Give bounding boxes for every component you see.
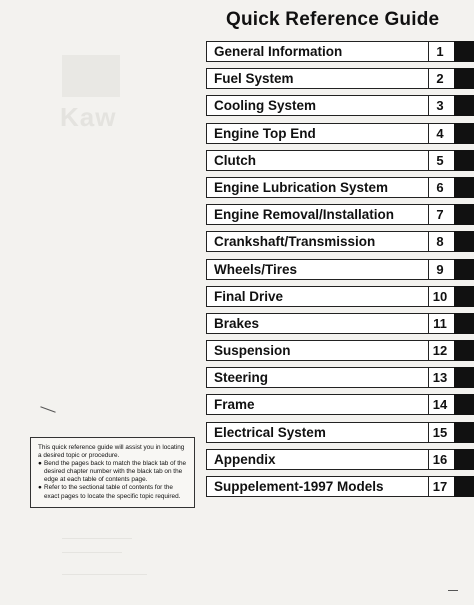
chapter-row[interactable] bbox=[206, 449, 474, 470]
chapter-label: Electrical System bbox=[214, 424, 326, 440]
bullet-icon: ● bbox=[38, 460, 42, 468]
chapter-row[interactable] bbox=[206, 204, 474, 225]
chapter-row[interactable] bbox=[206, 286, 474, 307]
chapter-label: Final Drive bbox=[214, 288, 284, 304]
chapter-label: Crankshaft/Transmission bbox=[214, 234, 376, 250]
chapter-label: Appendix bbox=[214, 451, 276, 467]
chapter-number: 5 bbox=[428, 151, 451, 170]
chapter-label: Engine Lubrication System bbox=[214, 179, 389, 195]
chapter-row[interactable] bbox=[206, 41, 474, 62]
chapter-edge-tab bbox=[454, 394, 474, 415]
instruction-bullet bbox=[38, 484, 188, 500]
bullet-icon: ● bbox=[38, 484, 42, 492]
chapter-row[interactable] bbox=[206, 123, 474, 144]
chapter-row[interactable] bbox=[206, 150, 474, 171]
chapter-number: 17 bbox=[428, 477, 451, 496]
chapter-number: 8 bbox=[428, 232, 451, 251]
page-title: Quick Reference Guide bbox=[226, 9, 440, 30]
bleedthrough-line bbox=[62, 552, 122, 553]
chapter-edge-tab bbox=[454, 41, 474, 62]
chapter-number: 12 bbox=[428, 341, 451, 360]
chapter-number: 1 bbox=[428, 42, 451, 61]
pen-mark bbox=[40, 406, 55, 412]
chapter-label: Cooling System bbox=[214, 98, 317, 114]
chapter-number: 10 bbox=[428, 287, 451, 306]
chapter-edge-tab bbox=[454, 422, 474, 443]
chapter-label: Suspension bbox=[214, 343, 291, 359]
chapter-number: 2 bbox=[428, 69, 451, 88]
chapter-edge-tab bbox=[454, 204, 474, 225]
chapter-label: Brakes bbox=[214, 315, 260, 331]
instructions-bullets bbox=[38, 460, 188, 500]
chapter-edge-tab bbox=[454, 367, 474, 388]
chapter-edge-tab bbox=[454, 259, 474, 280]
chapter-number: 3 bbox=[428, 96, 451, 115]
chapter-edge-tab bbox=[454, 95, 474, 116]
chapter-edge-tab bbox=[454, 449, 474, 470]
chapter-number: 7 bbox=[428, 205, 451, 224]
chapter-row[interactable] bbox=[206, 394, 474, 415]
chapter-edge-tab bbox=[454, 177, 474, 198]
chapter-number: 16 bbox=[428, 450, 451, 469]
chapter-row[interactable] bbox=[206, 68, 474, 89]
chapter-row[interactable] bbox=[206, 367, 474, 388]
bleedthrough-line bbox=[62, 538, 132, 539]
chapter-label: General Information bbox=[214, 44, 343, 59]
chapter-label: Wheels/Tires bbox=[214, 261, 298, 277]
chapter-number: 11 bbox=[428, 314, 451, 333]
chapter-label: Suppelement-1997 Models bbox=[214, 479, 384, 494]
chapter-row[interactable] bbox=[206, 313, 474, 334]
chapter-row[interactable] bbox=[206, 422, 474, 443]
chapter-edge-tab bbox=[454, 313, 474, 334]
chapter-number: 13 bbox=[428, 368, 451, 387]
instruction-bullet bbox=[38, 460, 188, 484]
chapter-edge-tab bbox=[454, 476, 474, 497]
instructions-box bbox=[30, 437, 195, 508]
chapter-label: Engine Removal/Installation bbox=[214, 207, 395, 223]
bleedthrough-line bbox=[62, 574, 147, 575]
chapter-row[interactable] bbox=[206, 340, 474, 361]
chapter-number: 6 bbox=[428, 178, 451, 197]
chapter-number: 9 bbox=[428, 260, 451, 279]
chapter-edge-tab bbox=[454, 340, 474, 361]
chapter-edge-tab bbox=[454, 123, 474, 144]
instruction-text: Refer to the sectional table of contents for the exact pages to locate the specific topic required. bbox=[44, 484, 181, 500]
chapter-row[interactable] bbox=[206, 177, 474, 198]
chapter-row[interactable] bbox=[206, 231, 474, 252]
corner-mark bbox=[448, 590, 458, 597]
chapter-list bbox=[206, 41, 474, 503]
chapter-edge-tab bbox=[454, 231, 474, 252]
chapter-number: 4 bbox=[428, 124, 451, 143]
chapter-number: 15 bbox=[428, 423, 451, 442]
chapter-label: Frame bbox=[214, 397, 255, 413]
faint-bleedthrough-logo: Kaw bbox=[60, 102, 117, 132]
chapter-number: 14 bbox=[428, 395, 451, 414]
chapter-row[interactable] bbox=[206, 476, 474, 497]
chapter-label: Steering bbox=[214, 370, 269, 386]
instruction-text: Bend the pages back to match the black tab of the desired chapter number with the black tab on the edge at each table of contents page. bbox=[44, 460, 187, 484]
chapter-edge-tab bbox=[454, 150, 474, 171]
chapter-label: Engine Top End bbox=[214, 125, 316, 141]
instructions-intro: This quick reference guide will assist you in locating a desired topic or procedure. bbox=[38, 444, 185, 460]
chapter-row[interactable] bbox=[206, 95, 474, 116]
chapter-label: Clutch bbox=[214, 152, 256, 168]
chapter-edge-tab bbox=[454, 68, 474, 89]
chapter-label: Fuel System bbox=[214, 71, 294, 87]
chapter-edge-tab bbox=[454, 286, 474, 307]
chapter-row[interactable] bbox=[206, 259, 474, 280]
faint-bleedthrough-block bbox=[62, 55, 120, 97]
